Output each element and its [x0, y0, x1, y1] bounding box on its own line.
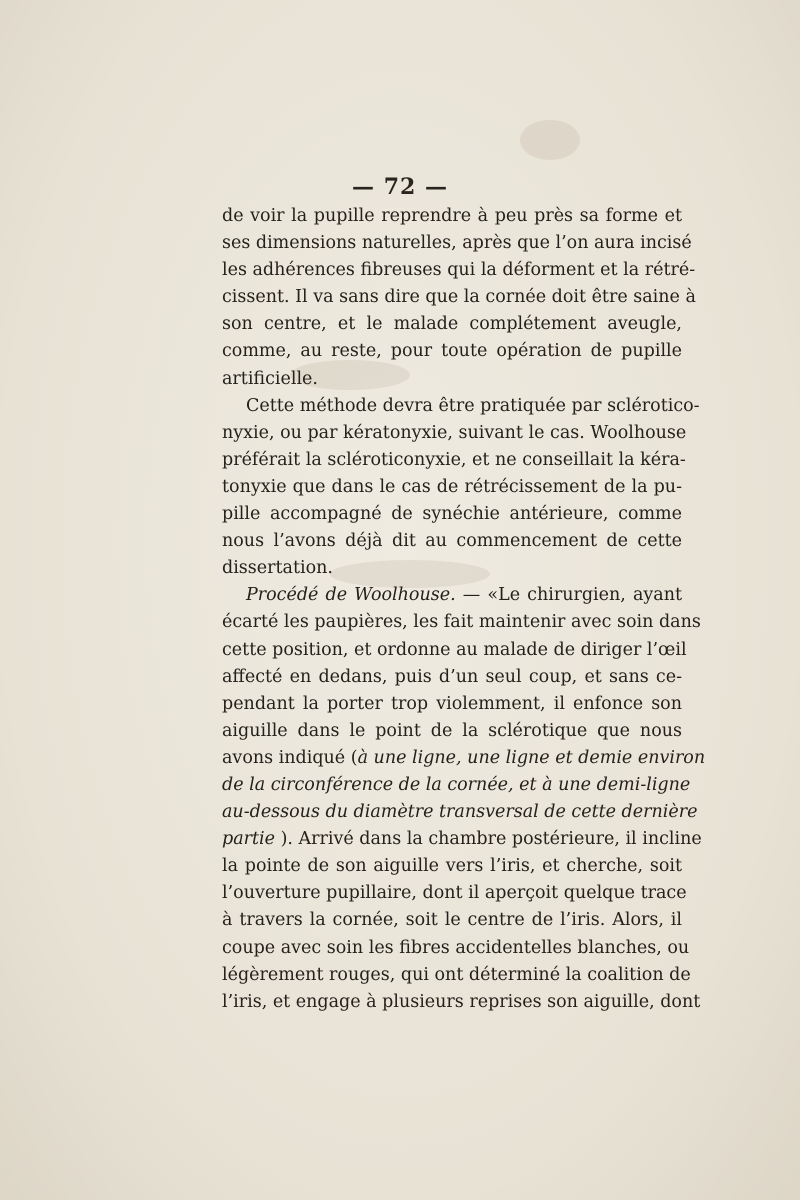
text-line: de la circonférence de la cornée, et à une demi-ligne — [222, 774, 691, 795]
text-line: pille accompagné de synéchie antérieure, comme — [222, 504, 682, 525]
body-text — [222, 203, 706, 1016]
text-run: ). Arrivé dans la chambre postérieure, il incline — [275, 829, 702, 850]
text-line: cette position, et ordonne au malade de diriger l’œil — [222, 639, 687, 660]
text-run: avons indiqué ( — [222, 747, 358, 768]
text-line: son centre, et le malade complétement aveugle, — [222, 314, 682, 335]
text-line — [222, 826, 702, 853]
italic-run: Procédé de Woolhouse. — [246, 585, 456, 606]
text-line: de voir la pupille reprendre à peu près sa forme et — [222, 206, 682, 226]
text-run: — «Le chirurgien, ayant — [455, 585, 683, 606]
text-line: coupe avec soin les fibres accidentelles blanches, ou — [222, 937, 690, 958]
text-line: dissertation. — [222, 558, 333, 579]
text-line: aiguille dans le point de la sclérotique que nous — [222, 720, 682, 741]
text-line: l’iris, et engage à plusieurs reprises son aiguille, dont — [222, 991, 701, 1012]
text-line: la pointe de son aiguille vers l’iris, et cherche, soit — [222, 856, 682, 877]
text-line: ses dimensions naturelles, après que l’on aura incisé — [222, 233, 692, 254]
text-line: les adhérences fibreuses qui la déforment et la rétré- — [222, 260, 696, 281]
text-line: l’ouverture pupillaire, dont il aperçoit quelque trace — [222, 883, 687, 904]
text-line: nous l’avons déjà dit au commencement de cette — [222, 531, 682, 552]
text-line: comme, au reste, pour toute opération de pupille — [222, 341, 682, 362]
italic-run: à une ligne, une ligne et demie environ — [357, 747, 706, 768]
text-line: au-dessous du diamètre transversal de cette dernière — [222, 802, 698, 823]
italic-run: partie — [222, 829, 275, 850]
text-line: écarté les paupières, les fait maintenir avec soin dans — [222, 612, 701, 633]
text-line: nyxie, ou par kératonyxie, suivant le cas. Woolhouse — [222, 422, 687, 443]
text-line: pendant la porter trop violemment, il enfonce son — [222, 693, 682, 714]
text-line — [222, 582, 682, 609]
paper-stain — [520, 120, 580, 160]
text-line: artificielle. — [222, 368, 318, 389]
text-line: affecté en dedans, puis d’un seul coup, et sans ce- — [222, 666, 682, 687]
text-line: tonyxie que dans le cas de rétrécissement de la pu- — [222, 476, 682, 497]
text-line: Cette méthode devra être pratiquée par scléroticо- — [246, 395, 700, 416]
text-line: à travers la cornée, soit le centre de l’iris. Alors, il — [222, 910, 682, 931]
text-line: préférait la scléroticonyxie, et ne conseillait la kéra- — [222, 449, 686, 470]
text-line: légèrement rouges, qui ont déterminé la coalition de — [222, 964, 691, 985]
text-line: cissent. Il va sans dire que la cornée doit être saine à — [222, 287, 696, 308]
text-line — [222, 745, 706, 772]
page-number: — 72 — — [352, 174, 448, 200]
